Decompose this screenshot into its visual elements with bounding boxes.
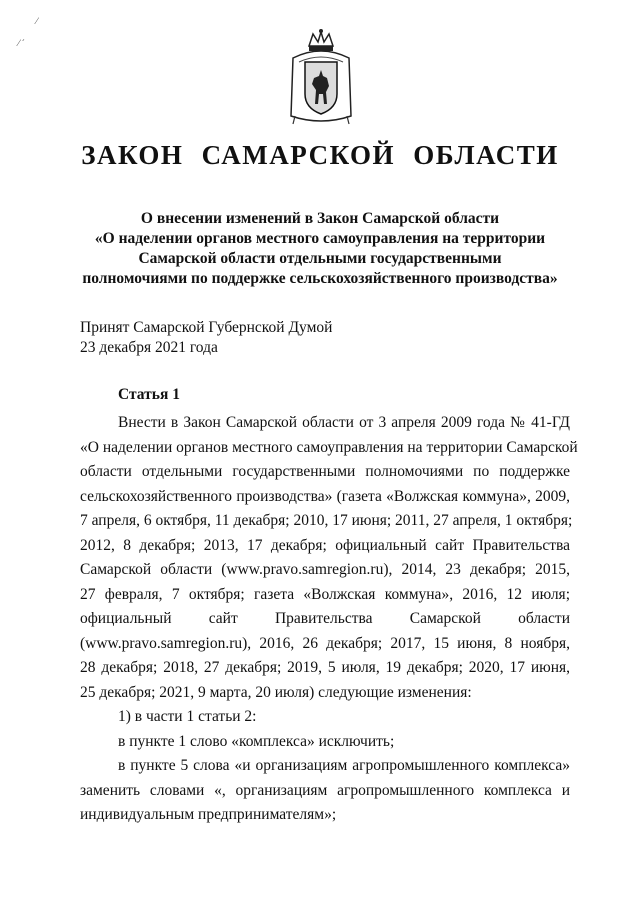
body-line: 7 апреля, 6 октября, 11 декабря; 2010, 17 июня; 2011, 27 апреля, 1 октября; (80, 512, 573, 529)
scan-mark: ⁄ ´ (18, 38, 25, 48)
body-line: 2012, 8 декабря; 2013, 17 декабря; официальный сайт Правительства (80, 536, 570, 554)
body-line: индивидуальным предпринимателям»; (80, 806, 337, 823)
adoption-body: Принят Самарской Губернской Думой (80, 319, 333, 336)
body-line: Самарской области (www.pravo.samregion.ru), 2014, 23 декабря; 2015, (80, 561, 570, 578)
subtitle-line: О внесении изменений в Закон Самарской области (140, 210, 500, 227)
body-line: 28 декабря; 2018, 27 декабря; 2019, 5 июля, 19 декабря; 2020, 17 июня, (80, 659, 570, 676)
law-title: ЗАКОН САМАРСКОЙ ОБЛАСТИ (81, 140, 559, 170)
adoption-note (80, 318, 332, 358)
subtitle-line: полномочиями по поддержке сельскохозяйственного производства» (82, 270, 558, 287)
body-line: Внести в Закон Самарской области от 3 апреля 2009 года № 41-ГД (118, 414, 570, 431)
body-line: области отдельными государственными полномочиями по поддержке (80, 463, 570, 480)
body-line: официальный сайт Правительства Самарской области (80, 610, 570, 627)
body-line: заменить словами «, организациям агропромышленного комплекса и (80, 781, 570, 799)
subtitle-line: Самарской области отдельными государственными (138, 250, 502, 267)
article-body (80, 411, 578, 828)
body-line: сельскохозяйственного производства» (газета «Волжская коммуна», 2009, (80, 487, 570, 505)
body-line: «О наделении органов местного самоуправления на территории Самарской (80, 438, 578, 456)
adoption-date: 23 декабря 2021 года (80, 339, 218, 356)
body-line: 1) в части 1 статьи 2: (118, 708, 257, 725)
scan-mark: ⁄ (36, 16, 38, 26)
samara-coat-of-arms-icon (285, 28, 357, 128)
law-subtitle (60, 209, 580, 289)
body-line: 25 декабря; 2021, 9 марта, 20 июля) следующие изменения: (80, 683, 472, 701)
body-line: в пункте 1 слово «комплекса» исключить; (118, 732, 395, 750)
body-line: в пункте 5 слова «и организациям агропромышленного комплекса» (118, 757, 570, 774)
article-heading: Статья 1 (118, 386, 180, 403)
subtitle-line: «О наделении органов местного самоуправления на территории (94, 230, 546, 247)
body-line: (www.pravo.samregion.ru), 2016, 26 декабря; 2017, 15 июня, 8 ноября, (80, 634, 570, 652)
body-line: 27 февраля, 7 октября; газета «Волжская коммуна», 2016, 12 июля; (80, 585, 570, 603)
